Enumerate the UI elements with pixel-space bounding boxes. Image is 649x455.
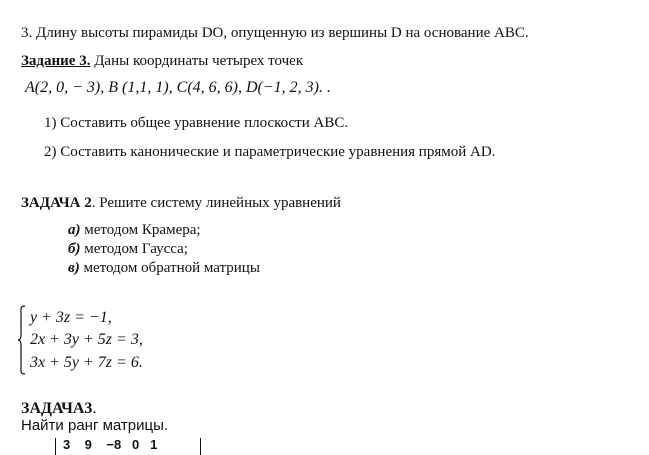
task-3-title-rest: . — [92, 400, 97, 417]
task-item-3-text: 3. Длину высоты пирамиды DO, опущенную из вершины D на основание ABC. — [21, 25, 529, 41]
task-2-heading — [21, 194, 341, 212]
system-equation — [30, 354, 143, 372]
rank-matrix — [55, 435, 205, 455]
method-item — [68, 240, 188, 258]
method-letter: в) — [68, 260, 80, 276]
system-equation-text: 3x + 5y + 7z = 6. — [30, 354, 143, 371]
task-2-label: ЗАДАЧА 2 — [21, 195, 92, 211]
task-3-heading — [21, 52, 303, 70]
task-2-heading-text: . Решите систему линейных уравнений — [91, 195, 341, 211]
method-item — [68, 259, 260, 277]
task-3-heading-text: Даны координаты четырех точек — [90, 53, 304, 69]
question-1-text: 1) Составить общее уравнение плоскости ABC. — [44, 115, 349, 131]
task-3-label: Задание 3. — [21, 53, 91, 69]
task-item-3 — [21, 24, 529, 42]
system-equation-text: 2x + 3y + 5z = 3, — [30, 331, 143, 348]
method-item — [68, 221, 201, 239]
system-equation-text: y + 3z = −1, — [30, 309, 112, 326]
question-2 — [44, 143, 495, 161]
system-brace — [17, 305, 26, 375]
method-text: методом Крамера; — [80, 222, 201, 238]
method-letter: а) — [68, 222, 81, 238]
system-equation — [30, 309, 112, 327]
question-2-text: 2) Составить канонические и параметрические уравнения прямой AD. — [44, 144, 496, 160]
matrix-left-bar — [55, 438, 56, 455]
method-text: методом обратной матрицы — [79, 260, 260, 276]
question-1 — [44, 114, 348, 132]
system-equation — [30, 331, 143, 349]
matrix-row: 3 9 −8 0 1 — [63, 437, 158, 452]
task-3-title-label: ЗАДАЧА3 — [21, 400, 93, 417]
method-letter: б) — [68, 241, 81, 257]
task-3-subtitle — [21, 417, 168, 435]
points-coordinates — [25, 79, 331, 97]
points-coordinates-text: A(2, 0, − 3), B (1,1, 1), C(4, 6, 6), D(−1, 2, 3). . — [25, 79, 331, 96]
task-3-subtitle-text: Найти ранг матрицы. — [21, 417, 169, 434]
task-3-title — [21, 400, 96, 418]
matrix-right-bar — [200, 438, 201, 455]
method-text: методом Гаусса; — [80, 241, 188, 257]
